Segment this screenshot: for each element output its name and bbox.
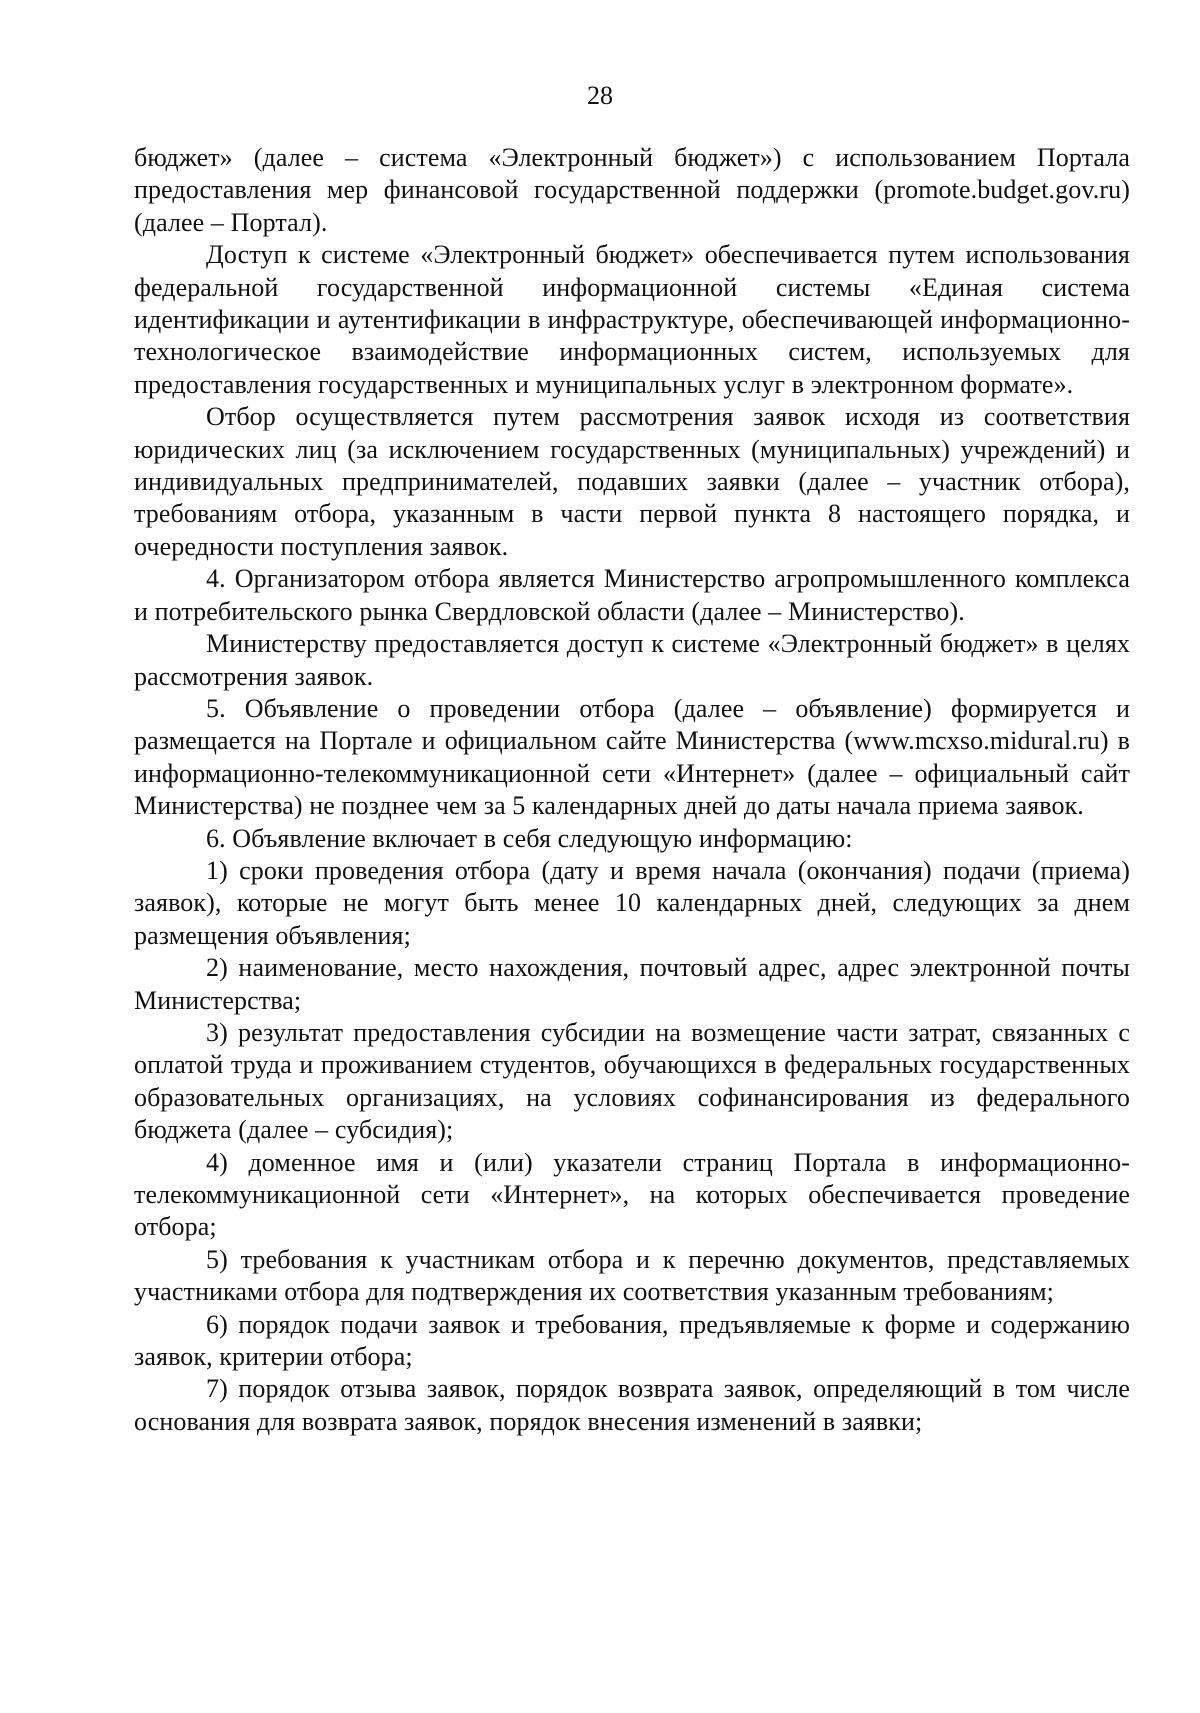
page-number: 28 [587,81,613,110]
paragraph-continuation: бюджет» (далее – система «Электронный бюджет») с использованием Портала предоставления мер финансовой государственной поддержки (promote.budget.gov.ru) (далее – Портал). [134,143,1130,237]
document-body [134,142,1130,1438]
paragraph-item-4: 4. Организатором отбора является Министерство агропромышленного комплекса и потребительского рынка Свердловской области (далее – Министерство). [134,564,1130,626]
paragraph-selection: Отбор осуществляется путем рассмотрения заявок исходя из соответствия юридических лиц (за исключением государственных (муниципальных) учреждений) и индивидуальных предпринимателей, подавших заявки (далее – участник отбора), требованиям отбора, указанным в части первой пункта 8 настоящего порядка, и очередности поступления заявок. [134,402,1130,561]
list-item-4: 4) доменное имя и (или) указатели страниц Портала в информационно-телекоммуникационной сети «Интернет», на которых обеспечивается проведение отбора; [134,1147,1130,1242]
list-item-6: 6) порядок подачи заявок и требования, предъявляемые к форме и содержанию заявок, критерии отбора; [134,1309,1130,1372]
paragraph-item-5: 5. Объявление о проведении отбора (далее – объявление) формируется и размещается на Портале и официальном сайте Министерства (www.mcxso.midural.ru) в информационно-телекоммуникационной сети «Интернет» (далее – официальный сайт Министерства) не позднее чем за 5 календарных дней до даты начала приема заявок. [134,693,1130,821]
paragraph-item-6: 6. Объявление включает в себя следующую информацию: [206,823,853,853]
list-item-7: 7) порядок отзыва заявок, порядок возврата заявок, определяющий в том числе основания для возврата заявок, порядок внесения изменений в заявки; [134,1374,1130,1436]
list-item-2: 2) наименование, место нахождения, почтовый адрес, адрес электронной почты Министерства; [134,953,1130,1015]
paragraph-ministry-access: Министерству предоставляется доступ к системе «Электронный бюджет» в целях рассмотрения заявок. [134,629,1130,691]
list-item-1: 1) сроки проведения отбора (дату и время начала (окончания) подачи (приема) заявок), которые не могут быть менее 10 календарных дней, следующих за днем размещения объявления; [134,855,1130,950]
list-item-5: 5) требования к участникам отбора и к перечню документов, представляемых участниками отбора для подтверждения их соответствия указанным требованиям; [134,1244,1130,1307]
list-item-3: 3) результат предоставления субсидии на возмещение части затрат, связанных с оплатой труда и проживанием студентов, обучающихся в федеральных государственных образовательных организациях, на условиях софинансирования из федерального бюджета (далее – субсидия); [134,1017,1130,1145]
paragraph-access: Доступ к системе «Электронный бюджет» обеспечивается путем использования федеральной государственной информационной системы «Единая система идентификации и аутентификации в инфраструктуре, обеспечивающей информационно-технологическое взаимодействие информационных систем, используемых для предоставления государственных и муниципальных услуг в электронном формате». [134,240,1130,399]
